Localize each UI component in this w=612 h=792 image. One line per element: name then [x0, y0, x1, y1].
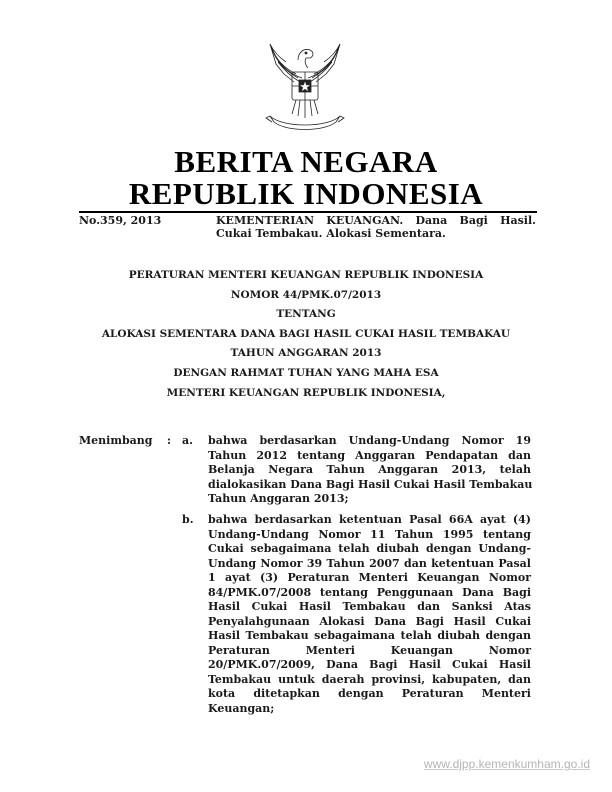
item-line: bahwa berdasarkan ketentuan Pasal 66A ayat (4): [208, 513, 531, 526]
item-line: Tahun Anggaran 2013;: [208, 492, 349, 505]
gazette-title-line1: BERITA NEGARA: [174, 144, 438, 179]
item-line: Hasil Cukai Hasil Tembakau dan Sanksi Atas: [208, 600, 531, 613]
gazette-subject-line1: KEMENTERIAN KEUANGAN. Dana Bagi Hasil.: [216, 214, 536, 227]
gazette-subject: [216, 214, 536, 240]
item-line: 1 ayat (3) Peraturan Menteri Keuangan Nomor: [208, 571, 531, 584]
gazette-number: No.359, 2013: [79, 214, 162, 227]
item-line: 20/PMK.07/2009, Dana Bagi Hasil Cukai Hasil: [208, 658, 531, 671]
item-line: Undang Nomor 39 Tahun 2007 dan ketentuan Pasal: [208, 556, 531, 570]
item-line: dialokasikan Dana Bagi Hasil Cukai Hasil Tembakau: [208, 477, 533, 491]
regulation-subject: ALOKASI SEMENTARA DANA BAGI HASIL CUKAI HASIL TEMBAKAU: [101, 327, 511, 340]
regulation-heading: [60, 266, 552, 403]
regulation-preamble: DENGAN RAHMAT TUHAN YANG MAHA ESA: [173, 366, 439, 379]
menimbang-item-b: [208, 513, 531, 716]
item-line: Keuangan;: [208, 701, 275, 715]
item-line: bahwa berdasarkan Undang-Undang Nomor 19: [208, 434, 531, 447]
item-line: Undang-Undang Nomor 11 Tahun 1995 tentang: [208, 527, 531, 541]
item-line: Hasil Tembakau sebagaimana telah diubah dengan: [208, 629, 531, 642]
regulation-title: PERATURAN MENTERI KEUANGAN REPUBLIK INDONESIA: [128, 269, 484, 281]
item-line: kota ditetapkan dengan Peraturan Menteri: [208, 687, 531, 700]
item-line: 84/PMK.07/2008 tentang Penggunaan Dana Bagi: [208, 585, 531, 599]
regulation-number: NOMOR 44/PMK.07/2013: [230, 288, 382, 301]
menimbang-label: Menimbang: [79, 434, 153, 447]
item-line: Penyalahgunaan Alokasi Dana Bagi Hasil Cukai: [208, 614, 531, 628]
item-line: Tahun 2012 tentang Anggaran Pendapatan dan: [208, 448, 531, 462]
menimbang-item-a: [208, 434, 531, 507]
item-letter-b: b.: [182, 513, 194, 526]
regulation-fiscal-year: TAHUN ANGGARAN 2013: [230, 347, 382, 360]
gazette-title-line2: REPUBLIK INDONESIA: [128, 176, 484, 211]
item-line: Peraturan Menteri Keuangan Nomor: [208, 643, 531, 657]
item-line: Cukai sebagaimana telah diubah dengan Undang-: [208, 542, 531, 555]
footer-website-link[interactable]: www.djpp.kemenkumham.go.id: [423, 757, 590, 771]
regulation-issuer: MENTERI KEUANGAN REPUBLIK INDONESIA,: [166, 386, 446, 399]
header-divider: [79, 211, 537, 213]
menimbang-colon: :: [167, 434, 172, 447]
item-letter-a: a.: [182, 434, 193, 447]
gazette-subject-line2: Cukai Tembakau. Alokasi Sementara.: [216, 227, 446, 240]
item-line: Belanja Negara Tahun Anggaran 2013, telah: [208, 463, 531, 476]
regulation-tentang: TENTANG: [276, 308, 336, 321]
garuda-pancasila-emblem-icon: [262, 38, 348, 138]
item-line: Tembakau untuk daerah provinsi, kabupaten, dan: [208, 672, 531, 686]
